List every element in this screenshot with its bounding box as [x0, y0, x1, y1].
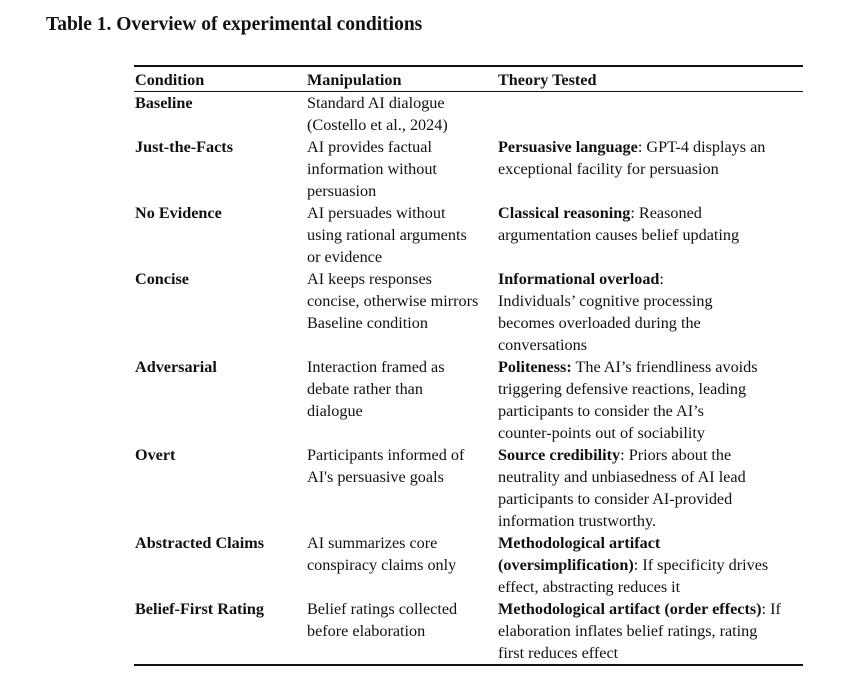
manipulation-line: AI's persuasive goals — [307, 468, 444, 486]
theory-line: exceptional facility for persuasion — [498, 160, 719, 178]
theory-cell — [497, 598, 803, 665]
header-manipulation: Manipulation — [306, 66, 497, 92]
manipulation-cell — [306, 444, 497, 532]
theory-text: : Priors about the — [620, 446, 732, 464]
manipulation-line: AI summarizes core — [307, 534, 438, 552]
manipulation-line: persuasion — [307, 182, 377, 200]
manipulation-line: Participants informed of — [307, 446, 465, 464]
conditions-table — [134, 65, 803, 666]
table-caption: Table 1. Overview of experimental conditions — [46, 14, 423, 35]
theory-text: : If specificity drives — [633, 556, 769, 574]
theory-cell — [497, 202, 803, 268]
theory-line: participants to consider the AI’s — [498, 402, 704, 420]
theory-cell — [497, 444, 803, 532]
manipulation-line: AI keeps responses — [307, 270, 432, 288]
header-condition: Condition — [134, 66, 306, 92]
theory-text: : Reasoned — [630, 204, 702, 222]
theory-text: : — [659, 270, 664, 288]
manipulation-line: Baseline condition — [307, 314, 428, 332]
theory-cell — [497, 356, 803, 444]
condition-cell: Concise — [135, 270, 189, 288]
theory-line: neutrality and unbiasedness of AI lead — [498, 468, 746, 486]
theory-cell — [497, 268, 803, 356]
condition-cell: Overt — [135, 446, 176, 464]
theory-text: The AI’s friendliness avoids — [571, 358, 758, 376]
theory-line: effect, abstracting reduces it — [498, 578, 681, 596]
manipulation-line: AI persuades without — [307, 204, 446, 222]
manipulation-cell — [306, 532, 497, 598]
theory-line — [498, 444, 803, 466]
theory-line — [498, 136, 803, 158]
theory-line — [498, 356, 803, 378]
table-body — [134, 92, 803, 666]
theory-line: Individuals’ cognitive processing — [498, 292, 713, 310]
table-header-row — [134, 66, 803, 92]
manipulation-line: dialogue — [307, 402, 363, 420]
manipulation-line: Belief ratings collected — [307, 600, 458, 618]
theory-term: Politeness: — [498, 358, 572, 376]
table-row — [134, 356, 803, 444]
theory-line: conversations — [498, 336, 588, 354]
table-container — [134, 65, 803, 666]
condition-cell: Abstracted Claims — [135, 534, 265, 552]
theory-line: triggering defensive reactions, leading — [498, 380, 747, 398]
theory-line: participants to consider AI-provided — [498, 490, 733, 508]
manipulation-line: information without — [307, 160, 437, 178]
theory-line — [498, 598, 803, 620]
manipulation-cell — [306, 268, 497, 356]
table-row — [134, 92, 803, 137]
table-row — [134, 136, 803, 202]
theory-cell — [497, 532, 803, 598]
theory-line — [498, 202, 803, 224]
theory-term: Classical reasoning — [498, 204, 631, 222]
theory-line: first reduces effect — [498, 644, 619, 662]
theory-line — [498, 268, 803, 290]
manipulation-line: concise, otherwise mirrors — [307, 292, 479, 310]
condition-cell: Baseline — [135, 94, 193, 112]
theory-term: Source credibility — [498, 446, 621, 464]
manipulation-line: conspiracy claims only — [307, 556, 457, 574]
manipulation-line: Standard AI dialogue — [307, 94, 445, 112]
manipulation-line: before elaboration — [307, 622, 426, 640]
condition-cell: Belief-First Rating — [134, 598, 306, 665]
manipulation-cell — [306, 202, 497, 268]
theory-term: Informational overload — [498, 270, 660, 288]
theory-term-continued: (oversimplification) — [498, 556, 634, 574]
theory-line — [498, 532, 803, 554]
manipulation-line: using rational arguments — [307, 226, 467, 244]
manipulation-line: debate rather than — [307, 380, 423, 398]
manipulation-line: or evidence — [307, 248, 383, 266]
manipulation-cell — [306, 92, 497, 137]
theory-cell — [497, 92, 803, 137]
condition-cell: Adversarial — [135, 358, 217, 376]
theory-line: argumentation causes belief updating — [498, 226, 740, 244]
theory-line — [498, 554, 803, 576]
theory-text: : GPT-4 displays an — [637, 138, 766, 156]
manipulation-line: (Costello et al., 2024) — [307, 116, 448, 134]
manipulation-cell — [306, 598, 497, 665]
theory-line: elaboration inflates belief ratings, rating — [498, 622, 758, 640]
theory-line: counter-points out of sociability — [498, 424, 705, 442]
table-row — [134, 444, 803, 532]
condition-cell: Just-the-Facts — [135, 138, 234, 156]
table-row — [134, 598, 803, 665]
table-row — [134, 268, 803, 356]
manipulation-cell — [306, 356, 497, 444]
condition-cell: No Evidence — [135, 204, 222, 222]
theory-cell — [497, 136, 803, 202]
theory-line: becomes overloaded during the — [498, 314, 701, 332]
manipulation-cell — [306, 136, 497, 202]
theory-line: information trustworthy. — [498, 512, 657, 530]
table-row — [134, 202, 803, 268]
theory-term: Methodological artifact — [498, 534, 661, 552]
theory-term: Methodological artifact (order effects) — [498, 600, 762, 618]
theory-text: : If — [761, 600, 781, 618]
manipulation-line: AI provides factual — [307, 138, 432, 156]
manipulation-line: Interaction framed as — [307, 358, 445, 376]
header-theory-tested: Theory Tested — [497, 66, 803, 92]
table-row — [134, 532, 803, 598]
theory-term: Persuasive language — [498, 138, 638, 156]
